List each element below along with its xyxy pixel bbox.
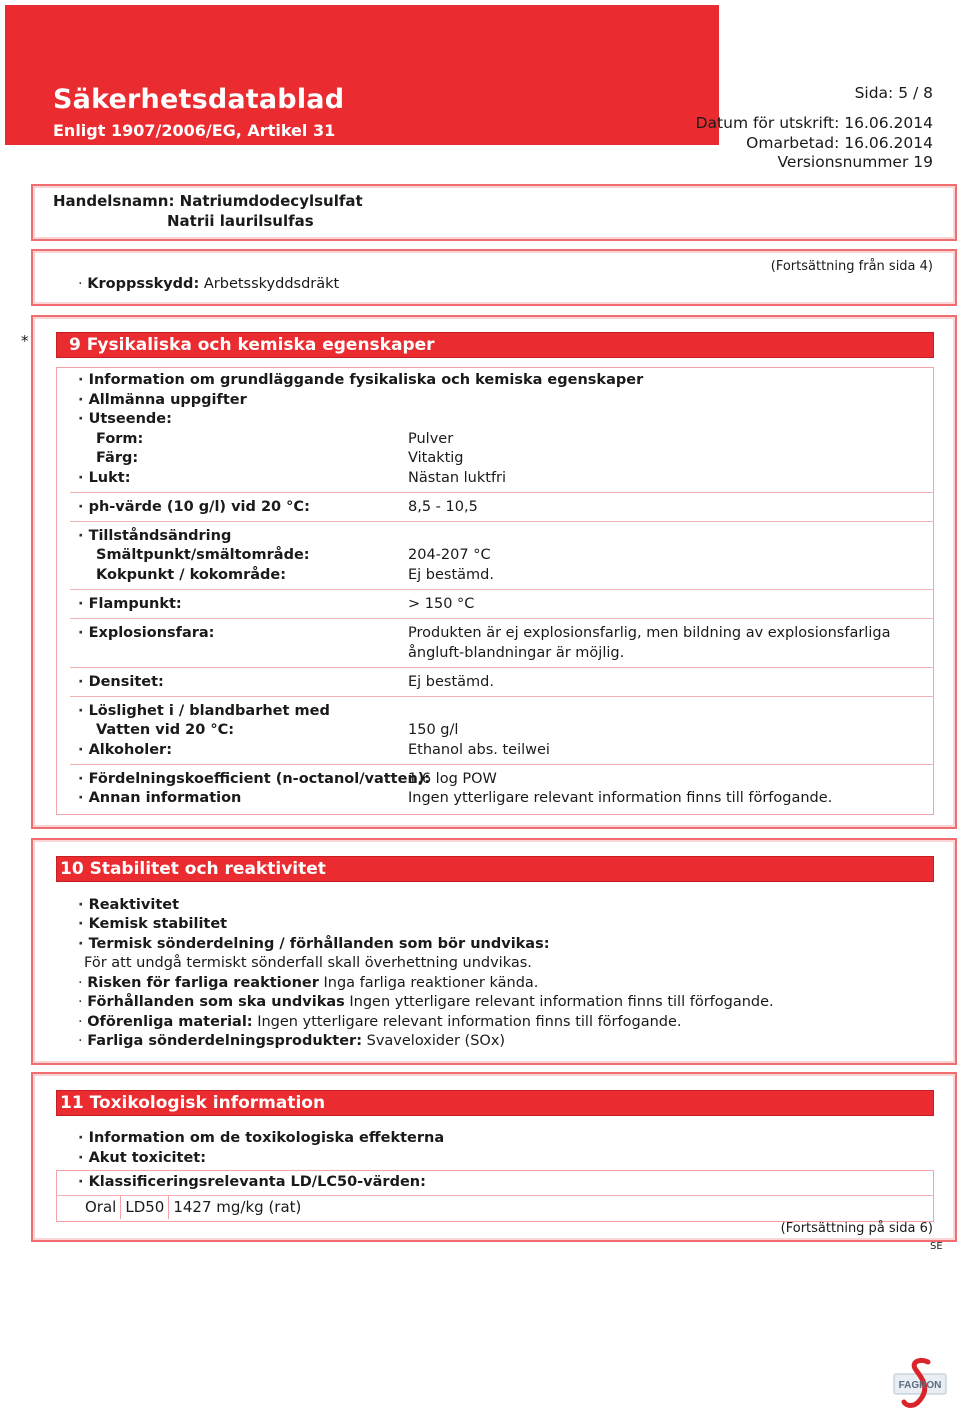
info-heading: · Information om grundläggande fysikaliska och kemiska egenskaper bbox=[78, 372, 644, 388]
density-label: · Densitet: bbox=[78, 674, 164, 690]
water-value: 150 g/l bbox=[408, 722, 459, 738]
table-row bbox=[81, 1195, 305, 1219]
density-value: Ej bestämd. bbox=[408, 674, 494, 690]
value-cell: 1427 mg/kg (rat) bbox=[173, 1198, 302, 1216]
route-cell: Oral bbox=[81, 1195, 121, 1219]
change-marker: * bbox=[21, 332, 29, 350]
flash-value: > 150 °C bbox=[408, 596, 475, 612]
body-protection-value: Arbetsskyddsdräkt bbox=[203, 276, 340, 292]
melting-value: 204-207 °C bbox=[408, 547, 491, 563]
document-subtitle: Enligt 1907/2006/EG, Artikel 31 bbox=[53, 121, 336, 140]
avoid-row: · Förhållanden som ska undvikas Ingen ytterligare relevant information finns till förfogande. bbox=[78, 994, 774, 1010]
print-date: Datum för utskrift: 16.06.2014 bbox=[695, 114, 933, 132]
other-info-label: · Annan information bbox=[78, 790, 242, 806]
separator bbox=[70, 764, 934, 765]
color-label: Färg: bbox=[96, 450, 139, 466]
explosion-value-line1: Produkten är ej explosionsfarlig, men bildning av explosionsfarliga bbox=[408, 625, 891, 641]
trade-name-latin: Natrii laurilsulfas bbox=[167, 212, 314, 230]
flash-label: · Flampunkt: bbox=[78, 596, 182, 612]
section11-title: 11 Toxikologisk information bbox=[56, 1090, 934, 1116]
ph-label: · ph-värde (10 g/l) vid 20 °C: bbox=[78, 499, 310, 515]
toxicity-table bbox=[81, 1195, 305, 1219]
trade-name: Handelsnamn: Natriumdodecylsulfat bbox=[53, 192, 363, 210]
continued-from: (Fortsättning från sida 4) bbox=[770, 259, 933, 274]
version-number: Versionsnummer 19 bbox=[777, 153, 933, 171]
separator bbox=[70, 589, 934, 590]
partition-value: 1,6 log POW bbox=[408, 771, 497, 787]
separator bbox=[70, 667, 934, 668]
form-label: Form: bbox=[96, 431, 144, 447]
section10-title: 10 Stabilitet och reaktivitet bbox=[56, 856, 934, 882]
odor-value: Nästan luktfri bbox=[408, 470, 507, 486]
incompatible-row: · Oförenliga material: Ingen ytterligare relevant information finns till förfogande. bbox=[78, 1014, 682, 1030]
type-cell: LD50 bbox=[121, 1195, 169, 1219]
partition-label: · Fördelningskoefficient (n-octanol/vatten): bbox=[78, 771, 431, 787]
water-label: Vatten vid 20 °C: bbox=[96, 722, 235, 738]
appearance-label: · Utseende: bbox=[78, 411, 172, 427]
logo-wordmark: FAGRON bbox=[898, 1380, 942, 1391]
body-protection-label: Kroppsskydd: bbox=[87, 276, 200, 292]
melting-label: Smältpunkt/smältområde: bbox=[96, 547, 310, 563]
explosion-value-line2: ångluft-blandningar är möjlig. bbox=[408, 645, 625, 661]
decomposition-value: För att undgå termiskt sönderfall skall överhettning undvikas. bbox=[84, 955, 532, 971]
state-change-label: · Tillståndsändring bbox=[78, 528, 232, 544]
effects-heading: · Information om de toxikologiska effekterna bbox=[78, 1130, 445, 1146]
solubility-label: · Löslighet i / blandbarhet med bbox=[78, 703, 330, 719]
form-value: Pulver bbox=[408, 431, 454, 447]
separator bbox=[70, 492, 934, 493]
hazard-row: · Risken för farliga reaktioner Inga farliga reaktioner kända. bbox=[78, 975, 539, 991]
ld-heading: · Klassificeringsrelevanta LD/LC50-värden: bbox=[78, 1174, 426, 1190]
body-protection-row: · Kroppsskydd: Arbetsskyddsdräkt bbox=[78, 276, 340, 292]
separator bbox=[70, 618, 934, 619]
alcohol-label: · Alkoholer: bbox=[78, 742, 173, 758]
boiling-value: Ej bestämd. bbox=[408, 567, 494, 583]
decomposition-label: · Termisk sönderdelning / förhållanden som bör undvikas: bbox=[78, 936, 550, 952]
boiling-label: Kokpunkt / kokområde: bbox=[96, 567, 287, 583]
ph-value: 8,5 - 10,5 bbox=[408, 499, 478, 515]
general-info: · Allmänna uppgifter bbox=[78, 392, 247, 408]
page-number: Sida: 5 / 8 bbox=[854, 84, 933, 102]
fagron-logo bbox=[890, 1358, 950, 1412]
products-row: · Farliga sönderdelningsprodukter: Svaveloxider (SOx) bbox=[78, 1033, 506, 1049]
reactivity-label: · Reaktivitet bbox=[78, 897, 180, 913]
explosion-label: · Explosionsfara: bbox=[78, 625, 215, 641]
chemical-stability-label: · Kemisk stabilitet bbox=[78, 916, 228, 932]
continued-on: (Fortsättning på sida 6) bbox=[780, 1221, 933, 1236]
language-code: SE bbox=[930, 1241, 943, 1252]
color-value: Vitaktig bbox=[408, 450, 464, 466]
section9-title: 9 Fysikaliska och kemiska egenskaper bbox=[56, 332, 934, 358]
odor-label: · Lukt: bbox=[78, 470, 131, 486]
separator bbox=[70, 696, 934, 697]
revised-date: Omarbetad: 16.06.2014 bbox=[746, 134, 933, 152]
document-title: Säkerhetsdatablad bbox=[53, 84, 345, 115]
product-frame bbox=[31, 184, 957, 241]
separator bbox=[70, 521, 934, 522]
other-info-value: Ingen ytterligare relevant information finns till förfogande. bbox=[408, 790, 833, 806]
acute-toxicity-label: · Akut toxicitet: bbox=[78, 1150, 207, 1166]
alcohol-value: Ethanol abs. teilwei bbox=[408, 742, 550, 758]
